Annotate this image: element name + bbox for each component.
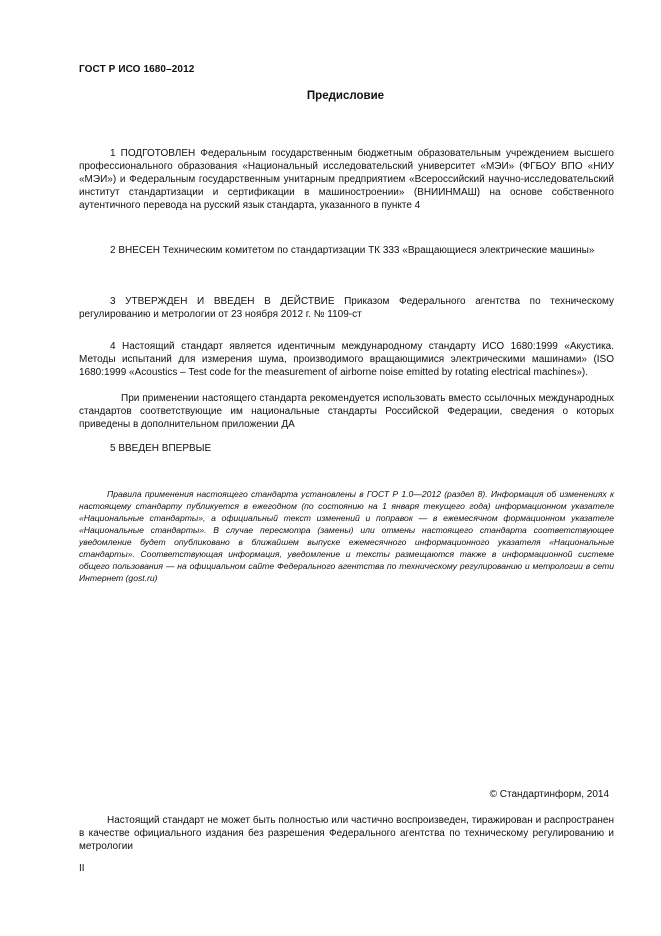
paragraph-introduced-by: 2 ВНЕСЕН Техническим комитетом по стандартизации ТК 333 «Вращающиеся электрические машины» (110, 245, 595, 256)
application-rules-notice: Правила применения настоящего стандарта установлены в ГОСТ Р 1.0—2012 (раздел 8). Информация об изменениях к настоящему стандарту публикуется в ежегодном (по состоянию на 1 января текущего года) информационном указателе «Национальные стандарты», а официальный текст изменений и поправок — в ежемесячном формационном указателе «Национальные стандарты». В случае пересмотра (замены) или отмены настоящего стандарта соответствующее уведомление будет опубликовано в ближайшем выпуске ежемесячного информационного указателя «Национальные стандарты». Соответствующая информация, уведомление и тексты размещаются также в информационной системе общего пользования — на официальном сайте Федерального агентства по техническому регулированию и метрологии в сети Интернет (gost.ru) (79, 489, 614, 583)
paragraph-prepared-by: 1 ПОДГОТОВЛЕН Федеральным государственным бюджетным образовательным учреждением высшего профессионального образования «Национальный исследовательский университет «МЭИ» (ФГБОУ ВПО «НИУ «МЭИ») и Федеральным государственным унитарным предприятием «Всероссийский научно-исследовательский институт стандартизации и сертификации в машиностроении» (ВНИИНМАШ) на основе собственного аутентичного перевода на русский язык стандарта, указанного в пункте 4 (79, 148, 614, 211)
paragraph-first-introduced: 5 ВВЕДЕН ВПЕРВЫЕ (110, 443, 212, 454)
page-title: Предисловие (306, 90, 385, 102)
paragraph-national-standards: При применении настоящего стандарта рекомендуется использовать вместо ссылочных международных стандартов соответствующие им национальные стандарты Российской Федерации, сведения о которых приведены в дополнительном приложении ДА (79, 393, 614, 430)
paragraph-identical-standard: 4 Настоящий стандарт является идентичным международному стандарту ИСО 1680:1999 «Акустика. Методы испытаний для измерения шума, производимого вращающимися электрическими машинами» (ISO 1680:1999 «Acoustics – Test code for the measurement of airborne noise emitted by rotating electrical machines»). (79, 341, 614, 378)
paragraph-approved: 3 УТВЕРЖДЕН И ВВЕДЕН В ДЕЙСТВИЕ Приказом Федерального агентства по техническому регулированию и метрологии от 23 ноября 2012 г. № 1109-ст (79, 296, 614, 320)
document-code: ГОСТ Р ИСО 1680–2012 (79, 64, 195, 75)
copyright-line: © Стандартинформ, 2014 (489, 789, 609, 800)
reproduction-notice: Настоящий стандарт не может быть полностью или частично воспроизведен, тиражирован и распространен в качестве официального издания без разрешения Федерального агентства по техническому регулированию и метрологии (79, 815, 614, 852)
page-number: II (79, 863, 85, 874)
